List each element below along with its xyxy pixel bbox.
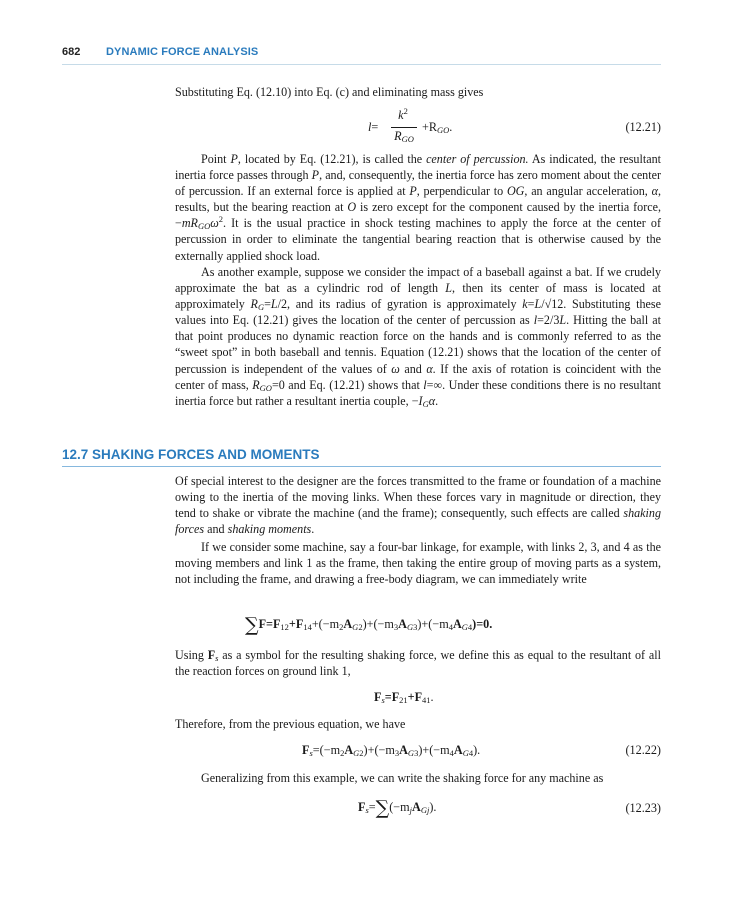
section-title: 12.7 SHAKING FORCES AND MOMENTS — [62, 447, 320, 462]
equation-12-23: $F_s=\sum(-m_jA_{Gj})$. (12.23) — [358, 797, 661, 819]
paragraph-baseball-example: As another example, suppose we consider the impact of a baseball against a bat. If we crudely approximate the bat as a cylindric rod of length L, then its center of mass is located at approximately $R_G=L/2$, and its radius of gyration is approximately k=L/√12. Substituting these values into Eq. (12.21) gives the location of the center of percussion as l=2/3L. Hitting the ball at that point produces no dynamic reaction force on the hands and is commonly referred to as the “sweet spot” in both baseball and tennis. Equation (12.21) shows that the location of the center of percussion is independent of the values of ω and α. If the axis of rotation is coincident with the center of mass, $R_{GO}=0$ and Eq. (12.21) shows that l=∞. Under these conditions there is no resultant inertia force but rather a resultant inertia couple, $-I_G\alpha$. — [175, 265, 661, 409]
fraction-bar — [391, 127, 417, 128]
intro-line: Substituting Eq. (12.10) into Eq. (c) and eliminating mass gives — [175, 85, 484, 99]
equation-number: (12.21) — [625, 120, 661, 134]
equation-12-21: l= $k^2$ $R_{GO}$ $+R_{GO}$. (12.21) — [368, 106, 661, 144]
equation-number: (12.22) — [625, 743, 661, 757]
paragraph-center-of-percussion: Point P, located by Eq. (12.21), is called the center of percussion. As indicated, the resultant inertia force passes through P, and, consequently, the inertia force has zero moment about the center of percussion. If an external force is applied at P, perpendicular to OG, an angular acceleration, α, results, but the bearing reaction at O is zero except for the component caused by the inertia force, $-mR_{GO}\omega^2$. It is the usual practice in shock testing machines to apply the force at the center of percussion in order to eliminate the tangential bearing reaction that is otherwise caused by the externally applied shock load. — [175, 152, 662, 263]
running-header — [62, 44, 661, 65]
section-heading-12-7 — [62, 447, 661, 467]
equation-fs-definition: $F_s=F_{21}+F_{41}$. — [374, 690, 434, 705]
paragraph-shaking-force-def: Using $F_s$ as a symbol for the resulting shaking force, we define this as equal to the resultant of all the reaction forces on ground link 1, — [175, 648, 661, 679]
paragraph-four-bar-example: If we consider some machine, say a four-bar linkage, for example, with links 2, 3, and 4 as the moving members and link 1 as the frame, then taking the entire group of moving parts as a system, not including the frame, and drawing a free-body diagram, we can immediately write — [175, 540, 661, 587]
page-number: 682 — [62, 46, 81, 58]
fraction-numerator: $k^2$ — [398, 106, 408, 122]
equation-number: (12.23) — [625, 801, 661, 815]
fraction-denominator: $R_{GO}$ — [394, 129, 414, 144]
paragraph-therefore: Therefore, from the previous equation, we have — [175, 717, 406, 731]
paragraph-shaking-intro: Of special interest to the designer are the forces transmitted to the frame or foundation of a machine owing to the inertia of the moving links. When these forces vary in magnitude or direction, they tend to shake or vibrate the machine (and the frame); consequently, such effects are called shaking forces and shaking moments. — [175, 474, 661, 537]
equation-force-sum: $\sum F=F_{12}+F_{14}+(-m_2A_{G2})+(-m_3A_{G3})+(-m_4A_{G4})=0$. — [245, 614, 493, 636]
paragraph-generalizing: Generalizing from this example, we can write the shaking force for any machine as — [201, 771, 604, 785]
equation-12-22: $F_s=(-m_2A_{G2})+(-m_3A_{G3})+(-m_4A_{G4})$. (12.22) — [302, 743, 661, 758]
running-head-title: DYNAMIC FORCE ANALYSIS — [106, 46, 259, 58]
